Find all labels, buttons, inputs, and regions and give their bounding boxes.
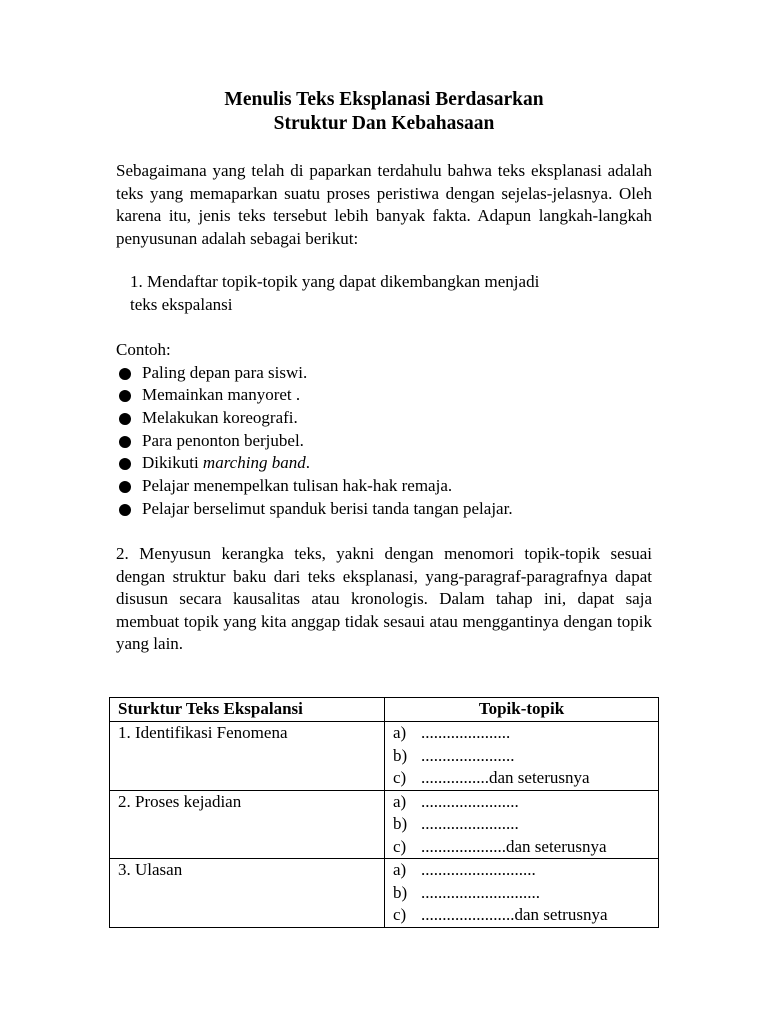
topic-text: ........................... [421, 860, 536, 879]
step-1-line-1: 1. Mendaftar topik-topik yang dapat dikembangkan menjadi [130, 272, 540, 291]
topic-letter: b) [393, 882, 408, 902]
document-title [116, 88, 652, 136]
topic-text: ....................... [421, 814, 519, 833]
topic-text: ....................dan seterusnya [421, 836, 607, 856]
header-structure: Sturktur Teks Ekspalansi [110, 698, 385, 722]
topic-letter: b) [393, 745, 408, 765]
topics-cell [385, 790, 659, 859]
document-page [116, 88, 652, 656]
list-item [116, 362, 652, 385]
list-item-text: Pelajar menempelkan tulisan hak-hak remaja. [142, 476, 453, 496]
list-item-suffix: . [305, 453, 310, 473]
structure-table [109, 697, 659, 928]
structure-cell: 2. Proses kejadian [110, 790, 385, 859]
list-item-text: Pelajar berselimut spanduk berisi tanda tangan pelajar. [142, 498, 513, 518]
list-item [116, 452, 652, 475]
topic-text: ..................... [421, 723, 511, 742]
bullet-icon [119, 390, 131, 402]
structure-cell: 1. Identifikasi Fenomena [110, 722, 385, 791]
topic-line [393, 836, 650, 859]
topics-cell [385, 722, 659, 791]
title-line-1: Menulis Teks Eksplanasi Berdasarkan [224, 89, 544, 110]
step-1-line-2: teks ekspalansi [130, 294, 233, 314]
topic-line [393, 882, 650, 905]
header-topics: Topik-topik [385, 698, 659, 722]
list-item-text: Para penonton berjubel. [142, 430, 304, 450]
bullet-icon [119, 481, 131, 493]
table-header-row [110, 698, 659, 722]
topic-text: ...................... [421, 745, 515, 765]
topic-line [393, 813, 650, 836]
topic-line [393, 722, 650, 745]
list-item-text: Melakukan koreografi. [142, 407, 298, 427]
list-item [116, 407, 652, 430]
table-row [110, 790, 659, 859]
table-row [110, 859, 659, 928]
topic-text: ............................ [421, 882, 540, 902]
topic-line [393, 859, 650, 882]
topic-letter: c) [393, 905, 407, 924]
list-item [116, 430, 652, 453]
intro-paragraph: Sebagaimana yang telah di paparkan terdahulu bahwa teks eksplanasi adalah teks yang memaparkan suatu proses peristiwa dengan sejelas-jelasnya. Oleh karena itu, jenis teks tersebut lebih banyak fakta. Adapun langkah-langkah penyusunan adalah sebagai berikut: [116, 161, 652, 248]
bullet-icon [119, 504, 131, 516]
contoh-label: Contoh: [116, 340, 171, 359]
topic-line [393, 791, 650, 814]
step-2-paragraph: 2. Menyusun kerangka teks, yakni dengan menomori topik-topik sesuai dengan struktur baku dari teks eksplanasi, yang-paragraf-paragrafnya dapat disusun secara kausalitas atau kronologis. Dalam tahap ini, dapat saja membuat topik yang kita anggap tidak sesaui atau menggantinya dengan topik yang lain. [116, 544, 652, 654]
topics-cell [385, 859, 659, 928]
topic-text: ................dan seterusnya [421, 768, 590, 787]
structure-cell: 3. Ulasan [110, 859, 385, 928]
topic-letter: a) [393, 723, 407, 742]
title-line-2: Struktur Dan Kebahasaan [273, 113, 495, 134]
topic-letter: c) [393, 768, 407, 787]
topic-line [393, 767, 650, 790]
topic-letter: a) [393, 791, 407, 811]
example-list [116, 362, 652, 521]
topic-letter: c) [393, 836, 407, 856]
step-1-paragraph [116, 271, 652, 316]
topic-text: ......................dan setrusnya [421, 905, 608, 924]
topic-letter: b) [393, 814, 408, 833]
bullet-icon [119, 368, 131, 380]
table-row [110, 722, 659, 791]
list-item-text: Dikikuti [142, 453, 203, 473]
list-item-italic-text: marching band [202, 453, 306, 473]
topic-line [393, 904, 650, 927]
topic-letter: a) [393, 860, 407, 879]
bullet-icon [119, 458, 131, 470]
list-item [116, 498, 652, 521]
list-item-text: Paling depan para siswi. [142, 362, 308, 382]
list-item [116, 475, 652, 498]
list-item [116, 384, 652, 407]
topic-line [393, 745, 650, 768]
list-item-text: Memainkan manyoret . [142, 385, 301, 405]
topic-text: ....................... [421, 791, 519, 811]
bullet-icon [119, 413, 131, 425]
bullet-icon [119, 436, 131, 448]
